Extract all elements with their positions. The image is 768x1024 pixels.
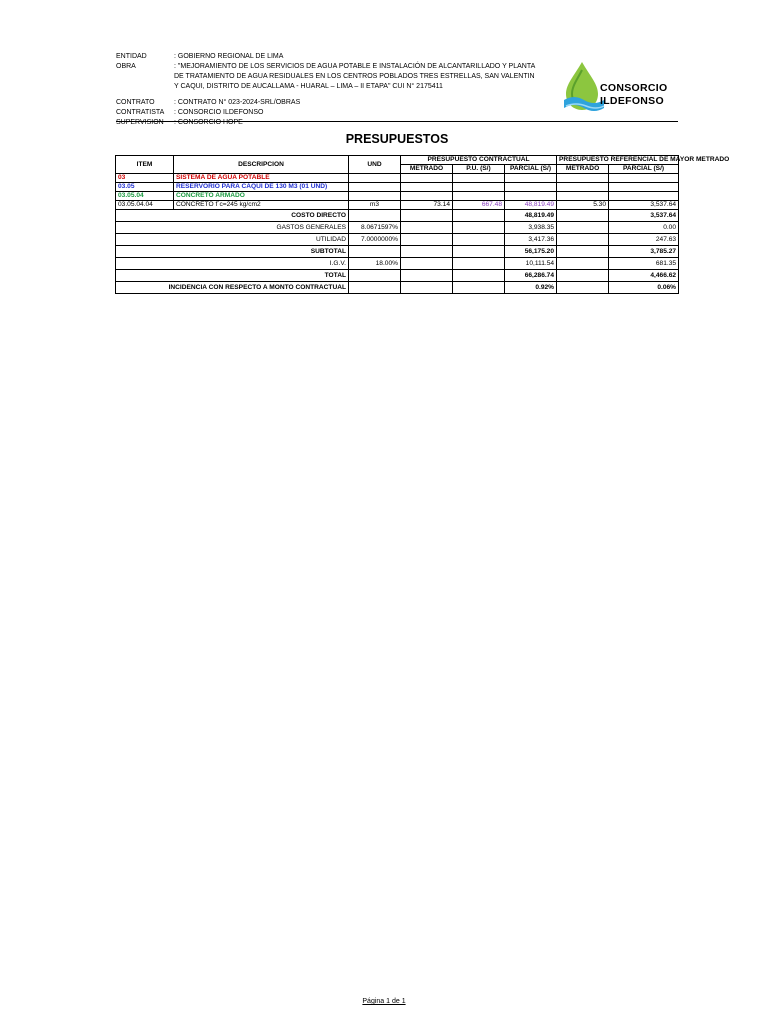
- obra-label: OBRA: [116, 63, 136, 70]
- summary-parcial2: 3,785.27: [609, 246, 679, 258]
- col-und: UND: [349, 156, 401, 174]
- row-und: m3: [349, 201, 401, 210]
- col-contractual: PRESUPUESTO CONTRACTUAL: [401, 156, 557, 165]
- summary-row-incidencia: [116, 282, 679, 294]
- summary-row-utilidad: [116, 234, 679, 246]
- summary-pct: 7.0000000%: [349, 234, 401, 246]
- row-item: 03: [116, 174, 174, 183]
- summary-parcial: 3,938.35: [505, 222, 557, 234]
- summary-parcial2: 4,466.62: [609, 270, 679, 282]
- col-metrado2: METRADO: [557, 165, 609, 174]
- col-item: ITEM: [116, 156, 174, 174]
- row-item: 03.05.04: [116, 192, 174, 201]
- logo-line1: CONSORCIO: [600, 82, 668, 94]
- contratista-value: : CONSORCIO ILDEFONSO: [174, 109, 264, 116]
- summary-parcial: 0.92%: [505, 282, 557, 294]
- summary-label: SUBTOTAL: [116, 246, 349, 258]
- supervision-label: SUPERVISION: [116, 119, 164, 126]
- summary-pct: 18.00%: [349, 258, 401, 270]
- summary-parcial: 66,286.74: [505, 270, 557, 282]
- summary-parcial2: 0.00: [609, 222, 679, 234]
- row-item: 03.05: [116, 183, 174, 192]
- summary-row-igv: [116, 258, 679, 270]
- col-parcial2: PARCIAL (S/): [609, 165, 679, 174]
- summary-label: I.G.V.: [116, 258, 349, 270]
- table-row: [116, 192, 679, 201]
- row-desc: SISTEMA DE AGUA POTABLE: [174, 174, 349, 183]
- page-footer: Página 1 de 1: [362, 998, 406, 1005]
- budget-table: [115, 155, 730, 294]
- header-row-1: [116, 156, 679, 165]
- table-row: [116, 174, 679, 183]
- page-title: PRESUPUESTOS: [345, 132, 449, 146]
- summary-parcial2: 681.35: [609, 258, 679, 270]
- col-pu: P.U. (S/): [453, 165, 505, 174]
- summary-pct: 8.0671597%: [349, 222, 401, 234]
- summary-row-costo-directo: [116, 210, 679, 222]
- summary-parcial: 56,175.20: [505, 246, 557, 258]
- col-descripcion: DESCRIPCION: [174, 156, 349, 174]
- table-row: [116, 201, 679, 210]
- entidad-value: : GOBIERNO REGIONAL DE LIMA: [174, 53, 284, 60]
- summary-parcial: 10,111.54: [505, 258, 557, 270]
- row-metrado2: 5.30: [557, 201, 609, 210]
- summary-parcial2: 0.06%: [609, 282, 679, 294]
- col-metrado: METRADO: [401, 165, 453, 174]
- row-pu: 667.48: [453, 201, 505, 210]
- contrato-label: CONTRATO: [116, 99, 155, 106]
- row-parcial2: 3,537.64: [609, 201, 679, 210]
- summary-label: UTILIDAD: [116, 234, 349, 246]
- obra-value: : "MEJORAMIENTO DE LOS SERVICIOS DE AGUA POTABLE E INSTALACIÓN DE ALCANTARILLADO Y PLANTA DE TRATAMIENTO DE AGUA RESIDUALES EN LOS CENTROS POBLADOS TRES ESTRELLAS, SAN VALENTIN Y CAQUI, DISTRITO DE AUCALLAMA - HUARAL – LIMA – II ETAPA" CUI N° 2175411: [174, 63, 535, 90]
- document-header: [116, 52, 536, 128]
- row-metrado: 73.14: [401, 201, 453, 210]
- summary-label: GASTOS GENERALES: [116, 222, 349, 234]
- summary-row-subtotal: [116, 246, 679, 258]
- summary-label: INCIDENCIA CON RESPECTO A MONTO CONTRACTUAL: [116, 282, 349, 294]
- contrato-value: : CONTRATO N° 023-2024-SRL/OBRAS: [174, 99, 301, 106]
- row-item: 03.05.04.04: [116, 201, 174, 210]
- row-desc: RESERVORIO PARA CAQUI DE 130 M3 (01 UND): [174, 183, 349, 192]
- summary-parcial2: 3,537.64: [609, 210, 679, 222]
- summary-row-gastos-generales: [116, 222, 679, 234]
- summary-label: COSTO DIRECTO: [116, 210, 349, 222]
- logo-text: [600, 82, 667, 108]
- summary-parcial: 48,819.49: [505, 210, 557, 222]
- header-divider: [116, 121, 678, 122]
- logo-line2: ILDEFONSO: [600, 95, 664, 107]
- summary-parcial: 3,417.36: [505, 234, 557, 246]
- contratista-label: CONTRATISTA: [116, 109, 165, 116]
- entidad-label: ENTIDAD: [116, 53, 147, 60]
- summary-row-total: [116, 270, 679, 282]
- supervision-value: : CONSORCIO HOPE: [174, 119, 243, 126]
- row-parcial: 48,819.49: [505, 201, 557, 210]
- col-referencial: PRESUPUESTO REFERENCIAL DE MAYOR METRADO: [557, 156, 679, 165]
- row-desc: CONCRETO f´c=245 kg/cm2: [174, 201, 349, 210]
- row-desc: CONCRETO ARMADO: [174, 192, 349, 201]
- table-row: [116, 183, 679, 192]
- summary-label: TOTAL: [116, 270, 349, 282]
- col-parcial: PARCIAL (S/): [505, 165, 557, 174]
- summary-parcial2: 247.63: [609, 234, 679, 246]
